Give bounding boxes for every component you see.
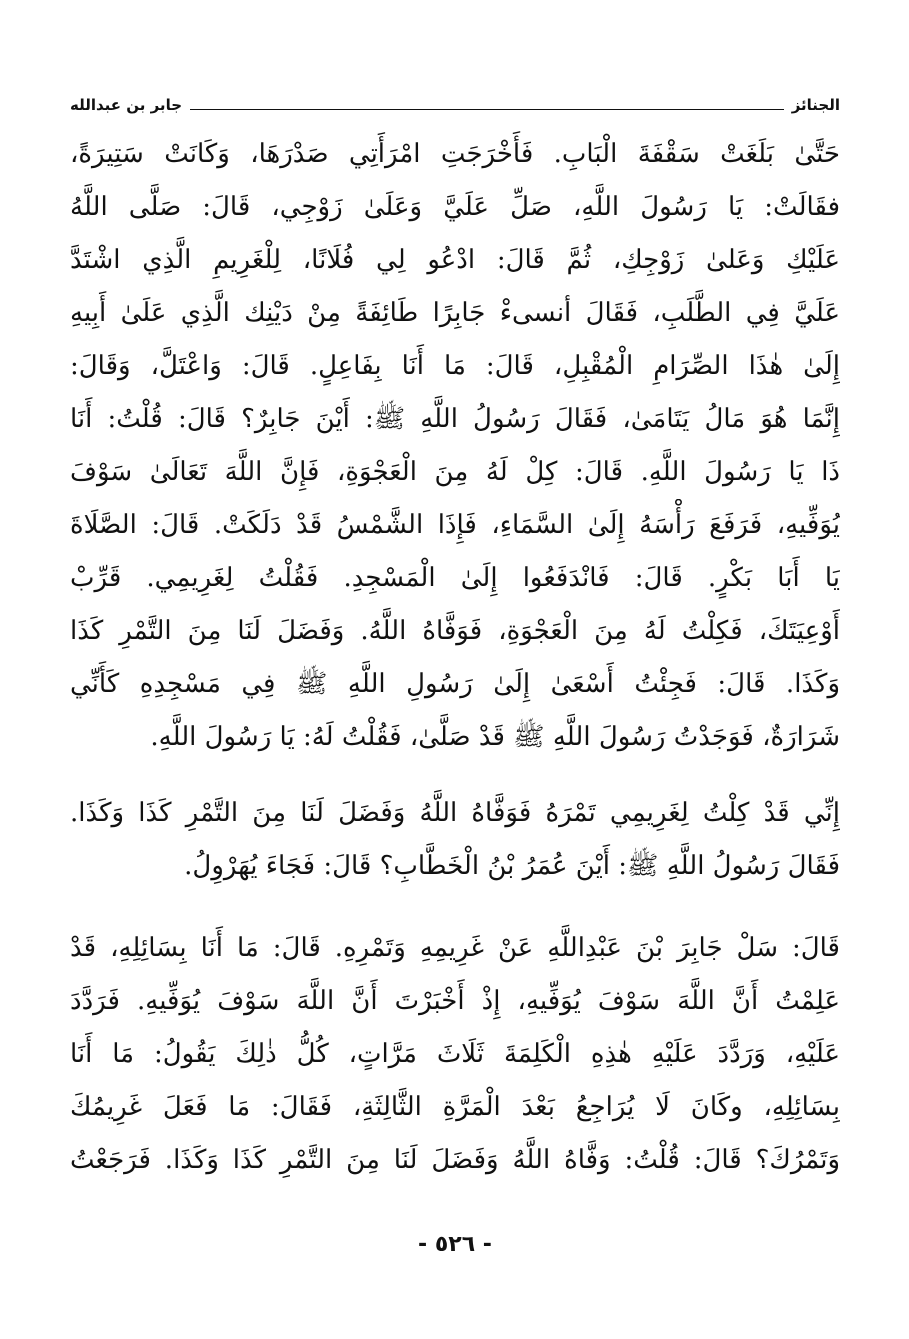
text-line: يُوَفِّيهِ، فَرَفَعَ رَأْسَهُ إِلَىٰ السَّمَاءِ، فَإِذَا الشَّمْسُ قَدْ دَلَكَتْ. قَالَ: الصَّلَاةَ xyxy=(70,510,840,540)
text-line: قَالَ: سَلْ جَابِرَ بْنَ عَبْدِاللَّهِ عَنْ غَرِيمِهِ وَتَمْرِهِ. قَالَ: مَا أَنَا بِسَائِلِهِ، قَدْ xyxy=(70,933,840,963)
header-rule xyxy=(190,109,784,110)
text-line: حَتَّىٰ بَلَغَتْ سَقْفَةَ الْبَابِ. فَأَخْرَجَتِ امْرَأَتِي صَدْرَهَا، وَكَانَتْ سَتِيرَةً، xyxy=(70,139,840,169)
text-line: فقَالَتْ: يَا رَسُولَ اللَّهِ، صَلِّ عَلَيَّ وَعَلَىٰ زَوْجِي، قَالَ: صَلَّى اللَّهُ xyxy=(70,192,840,222)
text-line: عَلَيْكِ وَعَلىٰ زَوْجِكِ، ثُمَّ قَالَ: ادْعُو لِي فُلَانًا، لِلْغَرِيمِ الَّذِي اشْتَدَّ xyxy=(70,245,840,275)
text-line: يَا أَبَا بَكْرٍ. قَالَ: فَانْدَفَعُوا إِلَىٰ الْمَسْجِدِ. فَقُلْتُ لِغَرِيمِي. قَرِّبْ xyxy=(70,563,840,593)
text-line: وَكَذَا. قَالَ: فَجِئْتُ أَسْعَىٰ إِلَىٰ رَسُولِ اللَّهِ ﷺ فِي مَسْجِدِهِ كَأَنِّي xyxy=(70,669,840,699)
text-line: شَرَارَةٌ، فَوَجَدْتُ رَسُولَ اللَّهِ ﷺ قَدْ صَلَّىٰ، فَقُلْتُ لَهُ: يَا رَسُولَ اللَّهِ. xyxy=(150,722,840,752)
text-line: وَتَمْرُكَ؟ قَالَ: قُلْتُ: وَفَّاهُ اللَّهُ وَفَضَلَ لَنَا مِنَ التَّمْرِ كَذَا وَكَذَا. فَرَجَعْتُ xyxy=(70,1145,840,1175)
paragraph-2 xyxy=(70,787,840,893)
text-line: إِنَّمَا هُوَ مَالُ يَتَامَىٰ، فَقَالَ رَسُولُ اللَّهِ ﷺ: أَيْنَ جَابِرٌ؟ قَالَ: قُلْتُ: أَنَا xyxy=(70,404,840,434)
text-line: فَقَالَ رَسُولُ اللَّهِ ﷺ: أَيْنَ عُمَرُ بْنُ الْخَطَّابِ؟ قَالَ: فَجَاءَ يُهَرْوِلُ. xyxy=(184,851,840,881)
text-line: إِنِّي قَدْ كِلْتُ لِغَرِيمِي تَمْرَهُ فَوَفَّاهُ اللَّهُ وَفَضَلَ لَنَا مِنَ التَّمْرِ كَذَا وَكَذَا. xyxy=(70,798,840,828)
text-line: ذَا يَا رَسُولَ اللَّهِ. قَالَ: كِلْ لَهُ مِنَ الْعَجْوَةِ، فَإِنَّ اللَّهَ تَعَالَىٰ سَوْفَ xyxy=(70,457,840,487)
text-line: عَلَيَّ فِي الطَّلَبِ، فَقَالَ أنسىءْ جَابِرًا طَائِفَةً مِنْ دَيْنِك الَّذِي عَلَىٰ أَبِيهِ xyxy=(70,298,840,328)
page-number: - ٥٢٦ - xyxy=(418,1232,492,1257)
section-title: جابر بن عبدالله xyxy=(70,96,183,114)
text-line: أَوْعِيَتَكَ، فَكِلْتُ لَهُ مِنَ الْعَجْوَةِ، فَوَفَّاهُ اللَّهُ. وَفَضَلَ لَنَا مِنَ التَّمْرِ كَذَا xyxy=(70,616,840,646)
text-line: عَلِمْتُ أَنَّ اللَّهَ سَوْفَ يُوَفِّيهِ، إِذْ أَخْبَرْتَ أَنَّ اللَّهَ سَوْفَ يُوَفِّيهِ. فَرَدَّدَ xyxy=(70,986,840,1016)
text-line: عَلَيْهِ، وَرَدَّدَ عَلَيْهِ هٰذِهِ الْكَلِمَةَ ثَلَاثَ مَرَّاتٍ، كُلُّ ذٰلِكَ يَقُولُ: مَا أَنَا xyxy=(70,1039,840,1069)
text-line: بِسَائِلِهِ، وكَانَ لَا يُرَاجِعُ بَعْدَ الْمَرَّةِ الثَّالِثَةِ، فَقَالَ: مَا فَعَلَ غَرِيمُكَ xyxy=(70,1092,840,1122)
text-line: إِلَىٰ هٰذَا الصِّرَامِ الْمُقْبِلِ، قَالَ: مَا أَنَا بِفَاعِلٍ. قَالَ: وَاعْتَلَّ، وَقَالَ: xyxy=(70,351,840,381)
running-header xyxy=(70,92,840,114)
paragraph-3 xyxy=(70,922,840,1187)
paragraph-1 xyxy=(70,128,840,764)
chapter-title: الجنائز xyxy=(791,96,840,114)
book-page xyxy=(70,92,840,1292)
